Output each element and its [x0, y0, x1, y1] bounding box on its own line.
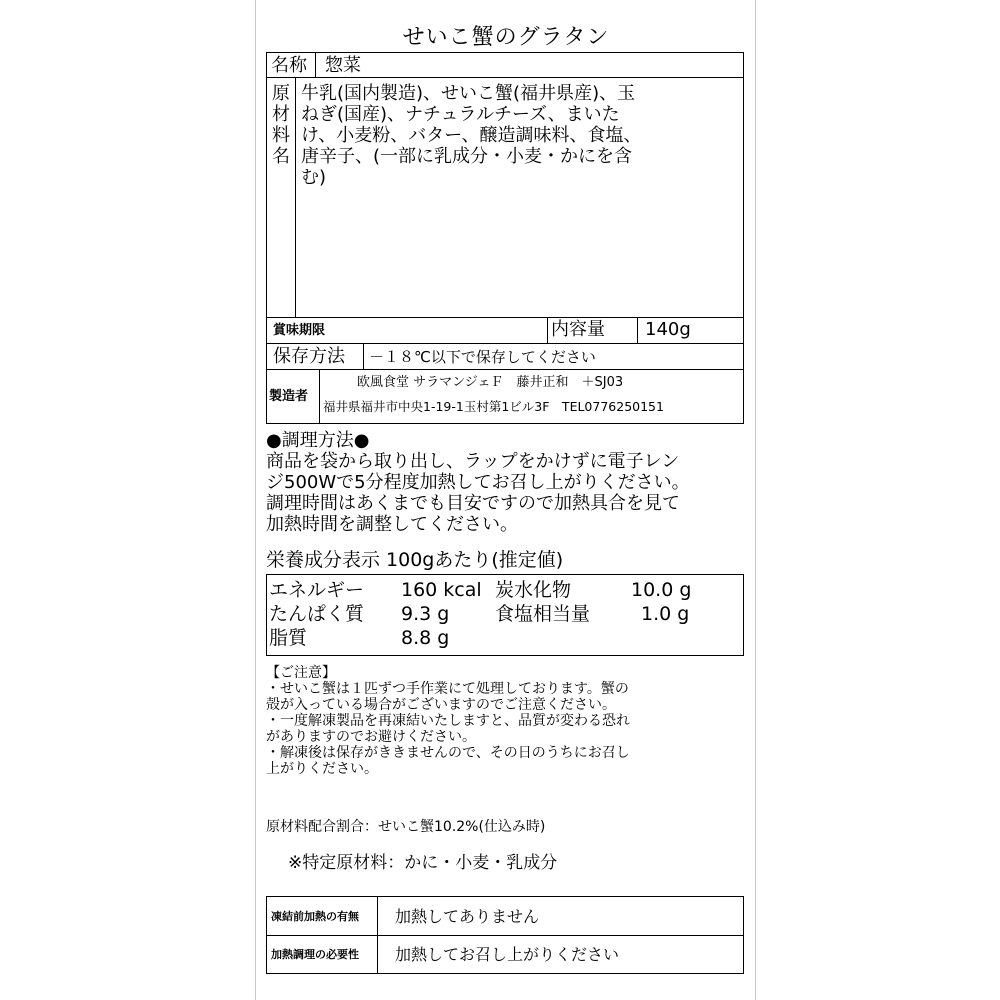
row-divider [267, 343, 743, 344]
protein-value: 9.3 g [401, 603, 450, 625]
caution-heading: 【ご注意】 [266, 665, 336, 681]
carb-value: 10.0 g [631, 579, 692, 601]
heating-table [266, 896, 744, 974]
protein-label: たんぱく質 [269, 603, 365, 625]
heating-required-value: 加熱してお召し上がりください [395, 945, 620, 964]
caution-notes: 【ご注意】 ・せいこ蟹は１匹ずつ手作業にて処理しております。蟹の 殻が入っている場合がございますのでご注意ください。 ・一度解凍製品を再凍結いたしますと、品質が変わる恐れ がありますのでお避けください。 ・解凍後は保存がききませんので、その日のうちにお召し 上がりください。 [266, 665, 746, 777]
storage-value: －１８℃以下で保存してください [369, 348, 596, 366]
heating-before-value: 加熱してありません [395, 907, 540, 926]
info-table [266, 52, 744, 424]
page-border-right [755, 0, 756, 1000]
cooking-heading: ●調理方法● [266, 430, 370, 451]
col-divider [363, 343, 364, 369]
content-value: 140g [645, 319, 691, 340]
row-divider [267, 369, 743, 370]
col-divider [315, 53, 316, 77]
col-divider [377, 897, 378, 973]
heating-before-label: 凍結前加熱の有無 [271, 910, 359, 923]
fat-value: 8.8 g [401, 627, 450, 649]
content-label: 内容量 [551, 319, 605, 340]
ingredients-label: 原 材 料 名 [272, 83, 290, 167]
col-divider [637, 317, 638, 343]
row-divider [267, 317, 743, 318]
storage-label: 保存方法 [273, 346, 345, 367]
heating-required-label: 加熱調理の必要性 [271, 948, 359, 961]
maker-line1: 欧風食堂 サラマンジェＦ 藤井正和 ＋SJ03 [357, 375, 624, 390]
nutrition-heading: 栄養成分表示 100gあたり(推定値) [266, 549, 564, 571]
nutrition-table [266, 574, 744, 656]
salt-value: 1.0 g [641, 603, 690, 625]
allergen-info: ※特定原材料：かに・小麦・乳成分 [288, 853, 558, 873]
energy-value: 160 kcal [401, 579, 482, 601]
expiry-label: 賞味期限 [273, 323, 326, 338]
maker-line2: 福井県福井市中央1-19-1玉村第1ビル3F TEL0776250151 [323, 399, 664, 414]
row-divider [267, 77, 743, 78]
name-label: 名称 [271, 55, 307, 76]
row-divider [267, 935, 743, 936]
col-divider [295, 77, 296, 317]
name-value: 惣菜 [325, 55, 361, 76]
ingredients-text: 牛乳(国内製造)、せいこ蟹(福井県産)、玉 ねぎ(国産)、ナチュラルチーズ、まいた け、小麦粉、バター、醸造調味料、食塩、 唐辛子、(一部に乳成分・小麦・かにを含 む) [301, 83, 642, 188]
col-divider [319, 369, 320, 423]
ingredient-ratio: 原材料配合割合：せいこ蟹10.2%(仕込み時) [266, 819, 546, 835]
fat-label: 脂質 [269, 627, 308, 649]
page-border-left [255, 0, 256, 1000]
product-title: せいこ蟹のグラタン [402, 25, 610, 50]
carb-label: 炭水化物 [495, 579, 572, 601]
maker-label: 製造者 [269, 389, 309, 404]
col-divider [547, 317, 548, 343]
salt-label: 食塩相当量 [495, 603, 591, 625]
energy-label: エネルギー [269, 579, 365, 601]
cooking-instructions: ●調理方法● 商品を袋から取り出し、ラップをかけずに電子レン ジ500Wで5分程度加熱してお召し上がりください。 調理時間はあくまでも目安ですので加熱具合を見て 加熱時間を調整してください。 [266, 430, 746, 535]
